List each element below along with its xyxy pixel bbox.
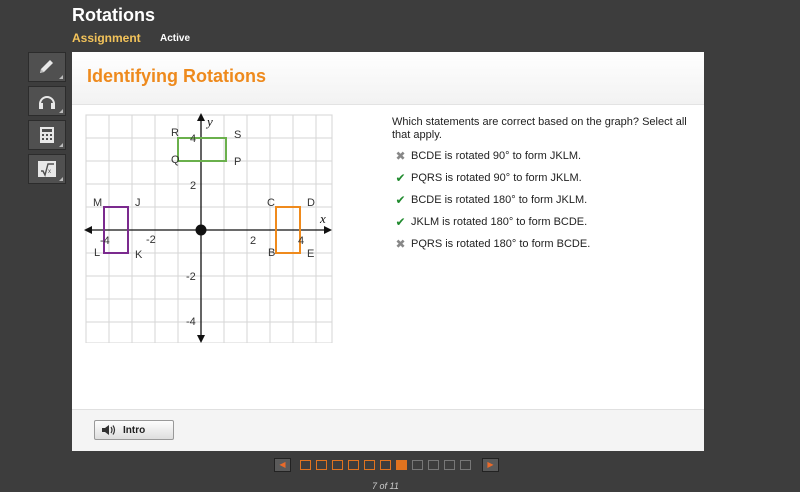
calculator-tool-button[interactable]	[28, 120, 66, 150]
vertex-c: C	[267, 197, 275, 209]
answer-option-label: PQRS is rotated 90° to form JKLM.	[411, 172, 582, 184]
answer-option-label: PQRS is rotated 180° to form BCDE.	[411, 238, 591, 250]
tick-x-neg2: -2	[146, 234, 156, 246]
speaker-icon	[101, 424, 117, 436]
tick-x-2: 2	[250, 235, 257, 247]
headphones-icon	[37, 92, 57, 110]
answer-option-label: BCDE is rotated 180° to form JKLM.	[411, 194, 588, 206]
page-indicator-3[interactable]	[332, 460, 343, 470]
vertex-r: R	[171, 127, 179, 139]
pencil-tool-button[interactable]	[28, 52, 66, 82]
answer-option[interactable]	[394, 193, 587, 207]
correct-check-icon: ✔	[395, 215, 406, 229]
answer-option[interactable]	[394, 149, 581, 163]
answer-option[interactable]	[394, 171, 582, 185]
next-arrow-icon: ▶	[487, 460, 494, 469]
incorrect-x-icon: ✖	[395, 237, 406, 251]
next-page-button[interactable]	[482, 458, 499, 472]
page-indicator-2[interactable]	[316, 460, 327, 470]
tick-x-4: 4	[298, 235, 305, 247]
page-count: 7 of 11	[372, 481, 399, 491]
answer-option-label: JKLM is rotated 180° to form BCDE.	[411, 216, 588, 228]
tick-y-neg4: -4	[186, 316, 196, 328]
calculator-icon	[38, 126, 56, 144]
app-title: Rotations	[72, 5, 155, 25]
page-indicator-5[interactable]	[364, 460, 375, 470]
tick-y-4: 4	[190, 133, 197, 145]
assignment-tab[interactable]: Assignment	[72, 31, 141, 45]
tick-y-2: 2	[190, 180, 197, 192]
y-axis-label: y	[207, 114, 213, 129]
page-indicator-7[interactable]	[396, 460, 407, 470]
pencil-icon	[37, 58, 57, 76]
panel-header	[72, 52, 704, 105]
page-indicator-8[interactable]	[412, 460, 423, 470]
panel-footer	[72, 409, 704, 451]
page-indicator-1[interactable]	[300, 460, 311, 470]
panel-title: Identifying Rotations	[87, 66, 266, 86]
vertex-e: E	[307, 248, 315, 260]
audio-tool-button[interactable]	[28, 86, 66, 116]
vertex-p: P	[234, 156, 242, 168]
vertex-l: L	[94, 247, 101, 259]
page-indicator-9[interactable]	[428, 460, 439, 470]
answer-option-label: BCDE is rotated 90° to form JKLM.	[411, 150, 582, 162]
coordinate-graph	[84, 113, 334, 343]
vertex-m: M	[93, 197, 103, 209]
status-label: Active	[160, 33, 191, 44]
answer-option[interactable]	[394, 215, 587, 229]
correct-check-icon: ✔	[395, 171, 406, 185]
vertex-b: B	[268, 247, 276, 259]
vertex-d: D	[307, 197, 315, 209]
vertex-s: S	[234, 129, 242, 141]
origin-point	[196, 225, 207, 236]
x-axis-label: x	[320, 211, 326, 226]
correct-check-icon: ✔	[395, 193, 406, 207]
previous-page-button[interactable]	[274, 458, 291, 472]
incorrect-x-icon: ✖	[395, 149, 406, 163]
vertex-k: K	[135, 249, 143, 261]
intro-button[interactable]	[94, 420, 174, 440]
answer-option[interactable]	[394, 237, 590, 251]
vertex-j: J	[135, 197, 141, 209]
vertex-q: Q	[171, 154, 180, 166]
previous-arrow-icon: ◀	[279, 460, 286, 469]
page-indicator-6[interactable]	[380, 460, 391, 470]
intro-button-label: Intro	[123, 424, 146, 436]
page-indicator-10[interactable]	[444, 460, 455, 470]
formula-tool-button[interactable]	[28, 154, 66, 184]
page-indicator-4[interactable]	[348, 460, 359, 470]
page-indicator-11[interactable]	[460, 460, 471, 470]
svg-text:x: x	[48, 169, 51, 175]
tick-x-neg4: -4	[100, 235, 110, 247]
tick-y-neg2: -2	[186, 271, 196, 283]
question-prompt: Which statements are correct based on the graph? Select all that apply.	[392, 116, 687, 141]
formula-icon	[37, 160, 57, 178]
question-panel	[72, 52, 704, 450]
